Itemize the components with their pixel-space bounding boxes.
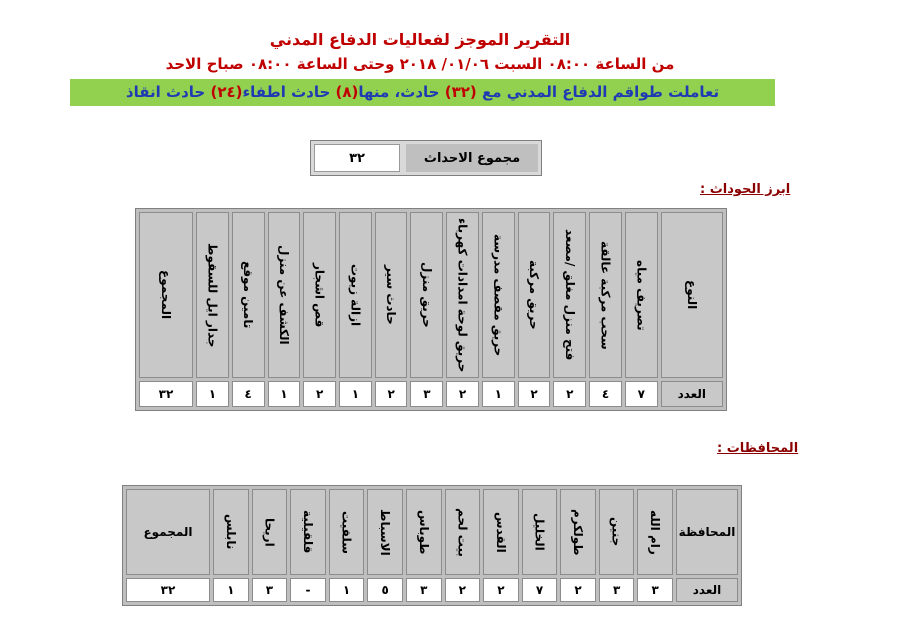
incident-count-label: العدد (661, 381, 723, 407)
governorates-col-label: طولكرم (571, 508, 586, 556)
summary-rescue: (٢٤) (210, 83, 243, 101)
governorate-name-label: المحافظة (676, 489, 738, 575)
governorates-col-count: ١ (213, 578, 249, 602)
incidents-count-row (139, 381, 723, 407)
governorates-col-label: قلقيلية (301, 510, 316, 554)
incidents-col-count: ٣ (410, 381, 443, 407)
governorates-col-count: ٣٢ (126, 578, 210, 602)
governorates-col-header (599, 489, 635, 575)
incidents-col-label: حريق منزل (419, 262, 434, 328)
governorates-col-header (367, 489, 403, 575)
report-period: من الساعة ٠٨:٠٠ السبت ٠١/٠٦/ ٢٠١٨ وحتى الساعة ٠٨:٠٠ صباح الاحد (165, 55, 675, 73)
governorates-col-label: طوباس (416, 509, 431, 555)
summary-text-2: حادث، منها (358, 83, 445, 101)
incidents-table (135, 208, 727, 411)
incidents-col-header (589, 212, 622, 378)
incidents-col-count: ٤ (589, 381, 622, 407)
governorates-col-label: الاسباط (378, 508, 393, 556)
governorates-col-header (252, 489, 288, 575)
governorates-col-header (126, 489, 210, 575)
summary-text-3: حادث اطفاء (242, 83, 336, 101)
report-title: التقرير الموجز لفعاليات الدفاع المدني (269, 30, 571, 49)
incidents-col-header (232, 212, 265, 378)
governorates-col-label: بيت لحم (455, 507, 470, 557)
summary-fire: (٨) (335, 83, 359, 101)
incidents-col-header (339, 212, 372, 378)
governorates-col-header (406, 489, 442, 575)
incidents-col-label: سحب مركبة عالقة (598, 240, 613, 350)
governorates-col-count: ٣ (406, 578, 442, 602)
total-events-box (310, 140, 542, 176)
incidents-col-header (446, 212, 479, 378)
governorates-col-count: ٣ (599, 578, 635, 602)
governorates-col-header (290, 489, 326, 575)
governorates-col-header (213, 489, 249, 575)
governorates-col-label: رام الله (648, 509, 663, 555)
incidents-col-count: ٢ (375, 381, 408, 407)
incidents-col-header (139, 212, 193, 378)
governorates-col-count: ٣ (252, 578, 288, 602)
incidents-col-header (482, 212, 515, 378)
incidents-col-count: ١ (482, 381, 515, 407)
incidents-col-label: حريق لوحة امدادات كهرباء (455, 217, 470, 373)
incidents-col-header (303, 212, 336, 378)
governorates-col-count: ٢ (445, 578, 481, 602)
incidents-col-count: ١ (196, 381, 229, 407)
governorates-col-count: ٧ (522, 578, 558, 602)
governorates-col-count: ٥ (367, 578, 403, 602)
incidents-col-label: المجموع (159, 270, 173, 320)
governorates-col-count: ٣ (637, 578, 673, 602)
incidents-col-label: تامين موقع (241, 261, 256, 329)
incidents-col-header (410, 212, 443, 378)
governorates-header-row (126, 489, 738, 575)
incidents-col-count: ٢ (446, 381, 479, 407)
governorates-count-row (126, 578, 738, 602)
governorates-col-label: الخليل (532, 513, 547, 551)
incidents-col-header (196, 212, 229, 378)
summary-text-1: تعاملت طواقم الدفاع المدني مع (476, 83, 720, 101)
summary-text-4: حادث انقاذ (125, 83, 211, 101)
incidents-col-label: حريق مركبة (527, 260, 542, 330)
incidents-col-header (268, 212, 301, 378)
governorates-col-count: ٢ (483, 578, 519, 602)
incidents-col-count: ١ (268, 381, 301, 407)
governorates-col-count: ٢ (560, 578, 596, 602)
incident-type-label: النوع (661, 212, 723, 378)
governorates-col-label: القدس (493, 511, 508, 553)
governorates-col-count: - (290, 578, 326, 602)
governorate-count-label: العدد (676, 578, 738, 602)
incidents-col-label: حريق مقصف مدرسة (491, 233, 506, 357)
governorates-col-header (560, 489, 596, 575)
incidents-header-row (139, 212, 723, 378)
governorates-col-header (637, 489, 673, 575)
incidents-col-count: ٢ (553, 381, 586, 407)
governorates-col-header (329, 489, 365, 575)
incidents-col-label: فتح منزل مغلق /مصعد (562, 229, 577, 361)
incidents-col-header (375, 212, 408, 378)
governorates-col-label: نابلس (223, 514, 238, 550)
governorates-section-label: المحافظات : (717, 441, 799, 456)
incidents-col-label: جدار ايل للسقوط (205, 242, 220, 348)
governorates-col-label: سلفيت (339, 510, 354, 554)
governorates-col-count: ١ (329, 578, 365, 602)
incidents-col-count: ٢ (518, 381, 551, 407)
incidents-col-count: ٧ (625, 381, 658, 407)
incidents-col-header (625, 212, 658, 378)
incidents-col-label: قص اشجار (312, 262, 327, 328)
incidents-col-count: ٢ (303, 381, 336, 407)
incidents-col-header (518, 212, 551, 378)
incidents-col-header (553, 212, 586, 378)
incidents-col-label: الكشف عن منزل (276, 245, 291, 345)
governorates-col-header (522, 489, 558, 575)
summary-banner (70, 79, 775, 106)
governorates-col-label: اريحا (262, 517, 277, 547)
governorates-col-label: جنين (609, 517, 624, 547)
incidents-col-count: ٣٢ (139, 381, 193, 407)
governorates-col-label: المجموع (143, 525, 193, 539)
incidents-col-label: ازالة زيوت (348, 263, 363, 327)
summary-total: (٣٢) (444, 83, 477, 101)
incidents-section-label: ابرز الحوداث : (700, 182, 791, 197)
incidents-col-label: حادث سير (384, 265, 399, 325)
total-events-value: ٣٢ (314, 144, 400, 172)
total-events-label: مجموع الاحداث (406, 144, 538, 172)
incidents-col-count: ١ (339, 381, 372, 407)
governorates-col-header (445, 489, 481, 575)
incidents-col-count: ٤ (232, 381, 265, 407)
governorates-col-header (483, 489, 519, 575)
governorates-table (122, 485, 742, 606)
incidents-col-label: تصريف مياه (634, 259, 649, 331)
